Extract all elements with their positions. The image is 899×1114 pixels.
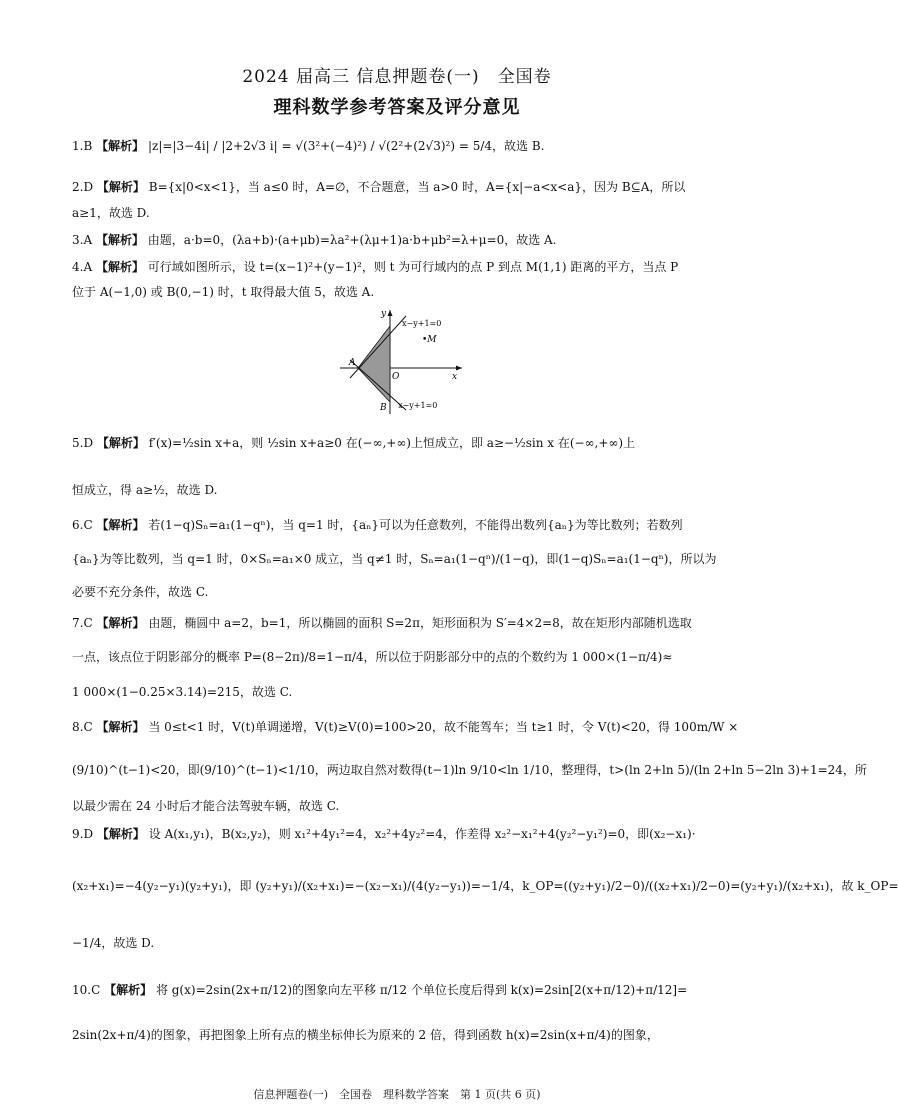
analysis-tag: 【解析】 (95, 233, 144, 247)
point-a-label: A (349, 358, 356, 368)
question-number: 4.A (72, 260, 93, 274)
line-equation-upper: x−y+1=0 (402, 319, 442, 328)
analysis-tag: 【解析】 (96, 518, 145, 532)
analysis-tag: 【解析】 (96, 827, 145, 841)
question-text: 恒成立，得 a≥½，故选 D. (72, 483, 218, 497)
question-text: a≥1，故选 D. (72, 206, 150, 220)
feasible-region-figure (336, 306, 466, 416)
question-1 (72, 137, 732, 154)
question-number: 7.C (72, 616, 93, 630)
question-text: 位于 A(−1,0) 或 B(0,−1) 时，t 取得最大值 5，故选 A. (72, 285, 375, 299)
question-number: 3.A (72, 233, 93, 247)
question-text: f′(x)=½sin x+a，则 ½sin x+a≥0 在(−∞,+∞)上恒成立，即 a≥−½sin x 在(−∞,+∞)上 (148, 436, 636, 450)
question-text: −1/4，故选 D. (72, 936, 155, 950)
question-text: 一点，该点位于阴影部分的概率 P=(8−2π)/8=1−π/4，所以位于阴影部分中的点的个数约为 1 000×(1−π/4)≈ (72, 650, 673, 664)
question-number: 1.B (72, 139, 93, 153)
question-text: (x₂+x₁)=−4(y₂−y₁)(y₂+y₁)，即 (y₂+y₁)/(x₂+x₁)=−(x₂−x₁)/(4(y₂−y₁))=−1/4，k_OP=((y₂+y₁)/2−0)/((x₂+x₁)/2−0)=(y₂+y₁)/(x₂+x₁)，故 k_OP= (72, 879, 899, 893)
question-number: 5.D (72, 436, 94, 450)
question-text: 由题，a·b=0，(λa+b)·(a+μb)=λa²+(λμ+1)a·b+μb²=λ+μ=0，故选 A. (147, 233, 557, 247)
question-4 (72, 258, 732, 275)
question-text: {aₙ}为等比数列，当 q=1 时，0×Sₙ=a₁×0 成立，当 q≠1 时，Sₙ=a₁(1−qⁿ)/(1−q)，即(1−q)Sₙ=a₁(1−qⁿ)，所以为 (72, 552, 717, 566)
question-text: 设 A(x₁,y₁)，B(x₂,y₂)，则 x₁²+4y₁²=4，x₂²+4y₂²=4，作差得 x₂²−x₁²+4(y₂²−y₁²)=0，即(x₂−x₁)· (148, 827, 696, 841)
origin-label: O (392, 372, 400, 382)
analysis-tag: 【解析】 (96, 436, 145, 450)
analysis-tag: 【解析】 (96, 139, 145, 153)
question-number: 8.C (72, 720, 93, 734)
analysis-tag: 【解析】 (104, 983, 153, 997)
question-10 (72, 981, 732, 998)
question-text: 当 0≤t<1 时，V(t)单调递增，V(t)≥V(0)=100>20，故不能驾车；当 t≥1 时，令 V(t)<20，得 100m/W × (148, 720, 739, 734)
page-title: 2024 届高三 信息押题卷(一) 全国卷 (242, 67, 552, 87)
question-text: 1 000×(1−0.25×3.14)=215，故选 C. (72, 685, 293, 699)
analysis-tag: 【解析】 (96, 616, 145, 630)
question-text: 2sin(2x+π/4)的图象，再把图象上所有点的横坐标伸长为原来的 2 倍，得到函数 h(x)=2sin(x+π/4)的图象， (72, 1028, 659, 1042)
question-number: 9.D (72, 827, 94, 841)
question-8 (72, 718, 739, 735)
question-9 (72, 825, 732, 842)
question-5 (72, 434, 732, 451)
question-text: B={x|0<x<1}，当 a≤0 时，A=∅，不合题意，当 a>0 时，A={x|−a<x<a}，因为 B⊆A，所以 (148, 180, 686, 194)
question-text: |z|=|3−4i| / |2+2√3 i| = √(3²+(−4)²) / √(2²+(2√3)²) = 5/4，故选 B. (147, 139, 545, 153)
y-axis-label: y (381, 309, 387, 319)
question-6 (72, 516, 732, 533)
question-text: 以最少需在 24 小时后才能合法驾驶车辆，故选 C. (72, 799, 340, 813)
question-text: 由题，椭圆中 a=2，b=1，所以椭圆的面积 S=2π，矩形面积为 S′=4×2=8，故在矩形内部随机选取 (148, 616, 692, 630)
question-text: 必要不充分条件，故选 C. (72, 585, 209, 599)
analysis-tag: 【解析】 (95, 260, 144, 274)
analysis-tag: 【解析】 (96, 720, 145, 734)
question-number: 2.D (72, 180, 94, 194)
question-text: 可行域如图所示，设 t=(x−1)²+(y−1)²，则 t 为可行域内的点 P 到点 M(1,1) 距离的平方，当点 P (147, 260, 679, 274)
question-text: 将 g(x)=2sin(2x+π/12)的图象向左平移 π/12 个单位长度后得到 k(x)=2sin[2(x+π/12)+π/12]= (155, 983, 688, 997)
analysis-tag: 【解析】 (96, 180, 145, 194)
question-number: 10.C (72, 983, 101, 997)
question-2 (72, 178, 732, 195)
x-axis-label: x (452, 372, 458, 382)
y-axis-arrow (388, 310, 393, 316)
question-3 (72, 231, 732, 248)
x-axis-arrow (456, 366, 462, 371)
question-text: 若(1−q)Sₙ=a₁(1−qⁿ)，当 q=1 时，{aₙ}可以为任意数列，不能得出数列{aₙ}为等比数列；若数列 (148, 518, 683, 532)
page-footer: 信息押题卷(一) 全国卷 理科数学答案 第 1 页(共 6 页) (253, 1088, 541, 1101)
question-number: 6.C (72, 518, 93, 532)
point-b-label: B (380, 403, 387, 413)
line-equation-lower: x−y+1=0 (398, 401, 438, 410)
point-m-label: •M (422, 335, 437, 345)
page-subtitle: 理科数学参考答案及评分意见 (273, 97, 521, 118)
question-7 (72, 614, 732, 631)
question-text: (9/10)^(t−1)<20，即(9/10)^(t−1)<1/10，两边取自然对数得(t−1)ln 9/10<ln 1/10，整理得，t>(ln 2+ln 5)/(ln 2+ln 5−2ln 3)+1=24，所 (72, 763, 867, 777)
